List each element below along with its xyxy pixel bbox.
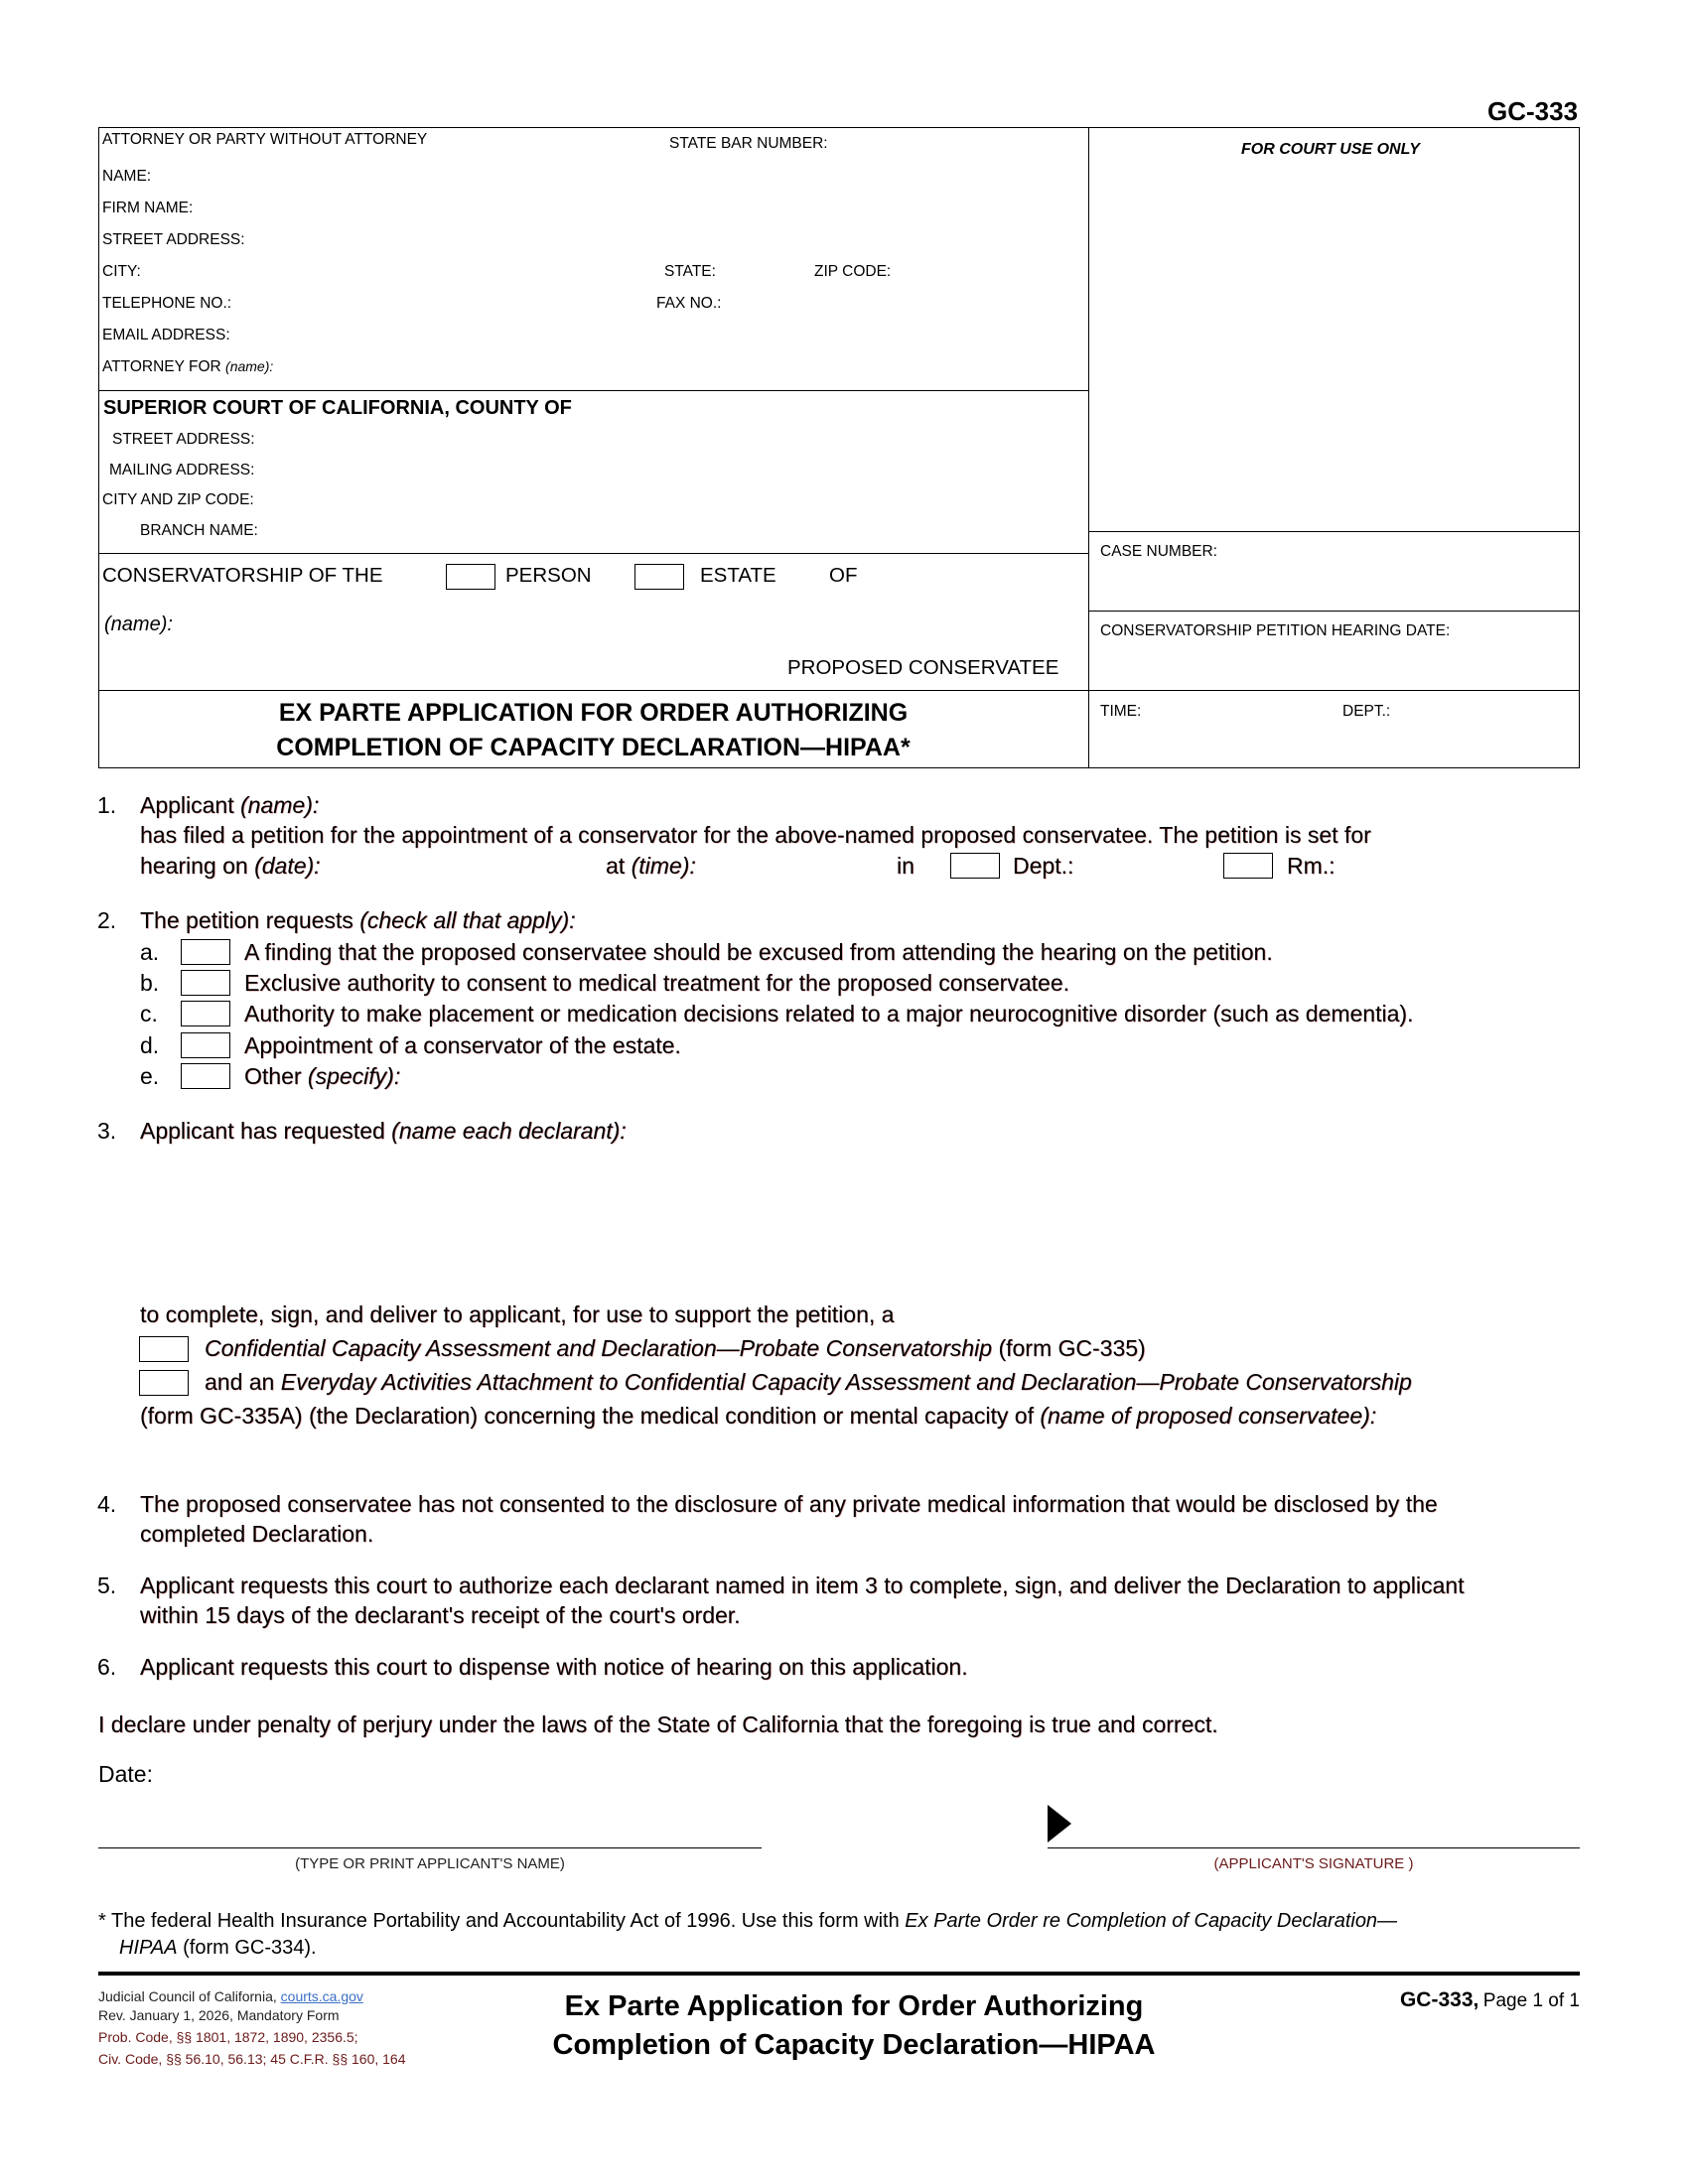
footer-org-text: Judicial Council of California, [98,1988,277,2004]
street-address-label[interactable]: STREET ADDRESS: [102,231,245,248]
item3-gc335-form: (form GC-335) [998,1335,1146,1361]
item2c-text: Authority to make placement or medication decisions related to a major neurocognitive disorder (such as dementia). [244,1001,1414,1026]
item1-dept: Dept.: [1013,853,1074,879]
attorney-for-hint: (name): [225,358,274,374]
item1-date-hint: (date): [254,853,321,879]
caption-divider [1088,127,1089,768]
email-label[interactable]: EMAIL ADDRESS: [102,327,230,343]
item2e-text[interactable] [244,1063,400,1090]
conservatorship-label: CONSERVATORSHIP OF THE [102,564,383,587]
item1-number: 1. [97,792,117,818]
item2c-checkbox[interactable] [181,1001,230,1026]
item2b-text: Exclusive authority to consent to medical treatment for the proposed conservatee. [244,970,1069,996]
item4-line-2: completed Declaration. [140,1521,374,1547]
court-use-bottom-rule [1088,531,1580,532]
estate-checkbox[interactable] [634,564,684,590]
name-label[interactable]: NAME: [102,168,152,185]
item3-gc335a-text [205,1369,1412,1396]
dept-label[interactable]: DEPT.: [1342,703,1391,720]
footer-title-2: Completion of Capacity Declaration—HIPAA [552,2029,1156,2061]
item5-line-1: Applicant requests this court to authorize each declarant named in item 3 to complete, sign, and deliver the Declaration to applicant [140,1572,1465,1598]
item1-rm-box[interactable] [1223,853,1273,879]
item3-gc335a-and: and an [205,1369,275,1395]
item5-number: 5. [97,1572,117,1598]
item1-hearing-on[interactable] [140,853,321,880]
signature-line[interactable] [1048,1847,1580,1848]
item5-line-2: within 15 days of the declarant's receipt of the court's order. [140,1602,741,1628]
conservatee-name-hint[interactable]: (name): [104,614,173,635]
item3-last-line[interactable] [140,1403,1376,1430]
attorney-heading: ATTORNEY OR PARTY WITHOUT ATTORNEY [102,131,428,148]
item2-lead [140,907,576,934]
item2-lead-text: The petition requests [140,907,353,933]
item1-name-hint: (name): [240,792,320,818]
item3-gc335a-title: Everyday Activities Attachment to Confidential Capacity Assessment and Declaration—Probate Conservatorship [280,1369,1412,1395]
footer-page [1370,1988,1580,2012]
item1-applicant[interactable] [140,792,319,819]
item3-lead-text: Applicant has requested [140,1118,385,1144]
footer-title-1: Ex Parte Application for Order Authorizing [564,1990,1144,2022]
item2d-letter: d. [140,1032,160,1058]
fax-label[interactable]: FAX NO.: [656,295,722,312]
item3-gc335-text [205,1335,1146,1362]
hearing-date-bottom-rule [1088,690,1580,691]
footer-link[interactable]: courts.ca.gov [280,1988,363,2004]
person-checkbox[interactable] [446,564,495,590]
court-bottom-rule [98,553,1088,554]
item2a-checkbox[interactable] [181,939,230,965]
item1-applicant-text: Applicant [140,792,234,818]
footer-rev: Rev. January 1, 2026, Mandatory Form [98,2007,340,2023]
form-title-line-2: COMPLETION OF CAPACITY DECLARATION—HIPAA* [276,734,911,761]
court-branch-label[interactable]: BRANCH NAME: [140,522,258,539]
item4-number: 4. [97,1491,117,1517]
item4-line-1: The proposed conservatee has not consented to the disclosure of any private medical information that would be disclosed by the [140,1491,1438,1517]
item1-at-time[interactable] [606,853,696,880]
item2e-letter: e. [140,1063,160,1089]
item3-gc335-title: Confidential Capacity Assessment and Declaration—Probate Conservatorship [205,1335,993,1361]
signature-arrow-icon [1048,1805,1071,1843]
hearing-date-label[interactable]: CONSERVATORSHIP PETITION HEARING DATE: [1100,622,1451,639]
item1-at-text: at [606,853,626,879]
estate-label: ESTATE [700,564,776,587]
item3-gc335-checkbox[interactable] [139,1336,189,1362]
conservatorship-bottom-rule [98,690,1088,691]
court-use-label: FOR COURT USE ONLY [1241,141,1420,158]
item1-hearing-text: hearing on [140,853,248,879]
item2c-letter: c. [140,1001,158,1026]
item3-last-hint: (name of proposed conservatee): [1040,1403,1377,1429]
footer-rule [98,1972,1580,1976]
case-number-label[interactable]: CASE NUMBER: [1100,543,1217,560]
item2e-hint: (specify): [307,1063,401,1089]
attorney-for-label[interactable] [102,358,273,376]
signature-caption: (APPLICANT'S SIGNATURE ) [1213,1855,1414,1872]
time-label[interactable]: TIME: [1100,703,1142,720]
item1-line2: has filed a petition for the appointment of a conservator for the above-named proposed conservatee. The petition is set for [140,822,1371,848]
item2a-letter: a. [140,939,160,965]
item3-lead[interactable] [140,1118,627,1145]
item2e-checkbox[interactable] [181,1063,230,1089]
item2b-letter: b. [140,970,160,996]
item3-last-text: (form GC-335A) (the Declaration) concerning the medical condition or mental capacity of [140,1403,1034,1429]
footnote-line-1 [98,1910,1397,1933]
declaration-text: I declare under penalty of perjury under the laws of the State of California that the foregoing is true and correct. [98,1711,1218,1737]
item6-number: 6. [97,1654,117,1680]
zip-code-label[interactable]: ZIP CODE: [814,263,892,280]
attorney-bottom-rule [98,390,1088,391]
item3-number: 3. [97,1118,117,1144]
footnote-italic-1: Ex Parte Order re Completion of Capacity Declaration— [905,1910,1398,1932]
item2b-checkbox[interactable] [181,970,230,996]
item1-time-hint: (time): [631,853,696,879]
state-label[interactable]: STATE: [664,263,716,280]
court-city-zip-label[interactable]: CITY AND ZIP CODE: [102,491,254,508]
item3-continuation: to complete, sign, and deliver to applicant, for use to support the petition, a [140,1301,895,1327]
case-number-bottom-rule [1088,611,1580,612]
item1-rm: Rm.: [1287,853,1336,879]
court-mailing-label[interactable]: MAILING ADDRESS: [109,462,255,478]
item3-gc335a-checkbox[interactable] [139,1370,189,1396]
person-label: PERSON [505,564,592,587]
item2a-text: A finding that the proposed conservatee should be excused from attending the hearing on the petition. [244,939,1273,965]
item2d-checkbox[interactable] [181,1032,230,1058]
item2-number: 2. [97,907,117,933]
item2d-text: Appointment of a conservator of the estate. [244,1032,681,1058]
item1-dept-box[interactable] [950,853,1000,879]
footer-page-number: Page 1 of 1 [1482,1990,1580,2011]
proposed-conservatee-label: PROPOSED CONSERVATEE [787,656,1059,679]
footer-org [98,1988,363,2004]
name-line[interactable] [98,1847,762,1848]
item2-hint: (check all that apply): [359,907,576,933]
of-label: OF [829,564,858,587]
court-street-label[interactable]: STREET ADDRESS: [112,431,255,448]
state-bar-label: STATE BAR NUMBER: [669,135,828,152]
firm-name-label[interactable]: FIRM NAME: [102,200,194,216]
footer-prob-code: Prob. Code, §§ 1801, 1872, 1890, 2356.5; [98,2029,358,2045]
item1-in: in [897,853,914,879]
footnote-text-2: (form GC-334). [183,1937,317,1959]
footnote-italic-2: HIPAA [119,1937,178,1959]
footer-form-id: GC-333, [1399,1988,1479,2011]
footnote-line-2 [119,1937,317,1960]
type-name-caption: (TYPE OR PRINT APPLICANT'S NAME) [295,1855,565,1872]
item6-text: Applicant requests this court to dispense with notice of hearing on this application. [140,1654,968,1680]
footer-civ-code: Civ. Code, §§ 56.10, 56.13; 45 C.F.R. §§ 160, 164 [98,2051,406,2067]
footnote-text-1: * The federal Health Insurance Portability and Accountability Act of 1996. Use this form with [98,1910,900,1932]
city-label[interactable]: CITY: [102,263,141,280]
form-id: GC-333 [1487,96,1579,126]
date-label[interactable]: Date: [98,1761,153,1787]
attorney-for-text: ATTORNEY FOR [102,358,221,375]
item3-hint: (name each declarant): [391,1118,627,1144]
item2e-other: Other [244,1063,302,1089]
telephone-label[interactable]: TELEPHONE NO.: [102,295,232,312]
court-heading: SUPERIOR COURT OF CALIFORNIA, COUNTY OF [103,397,572,419]
form-title-line-1: EX PARTE APPLICATION FOR ORDER AUTHORIZING [278,699,909,727]
